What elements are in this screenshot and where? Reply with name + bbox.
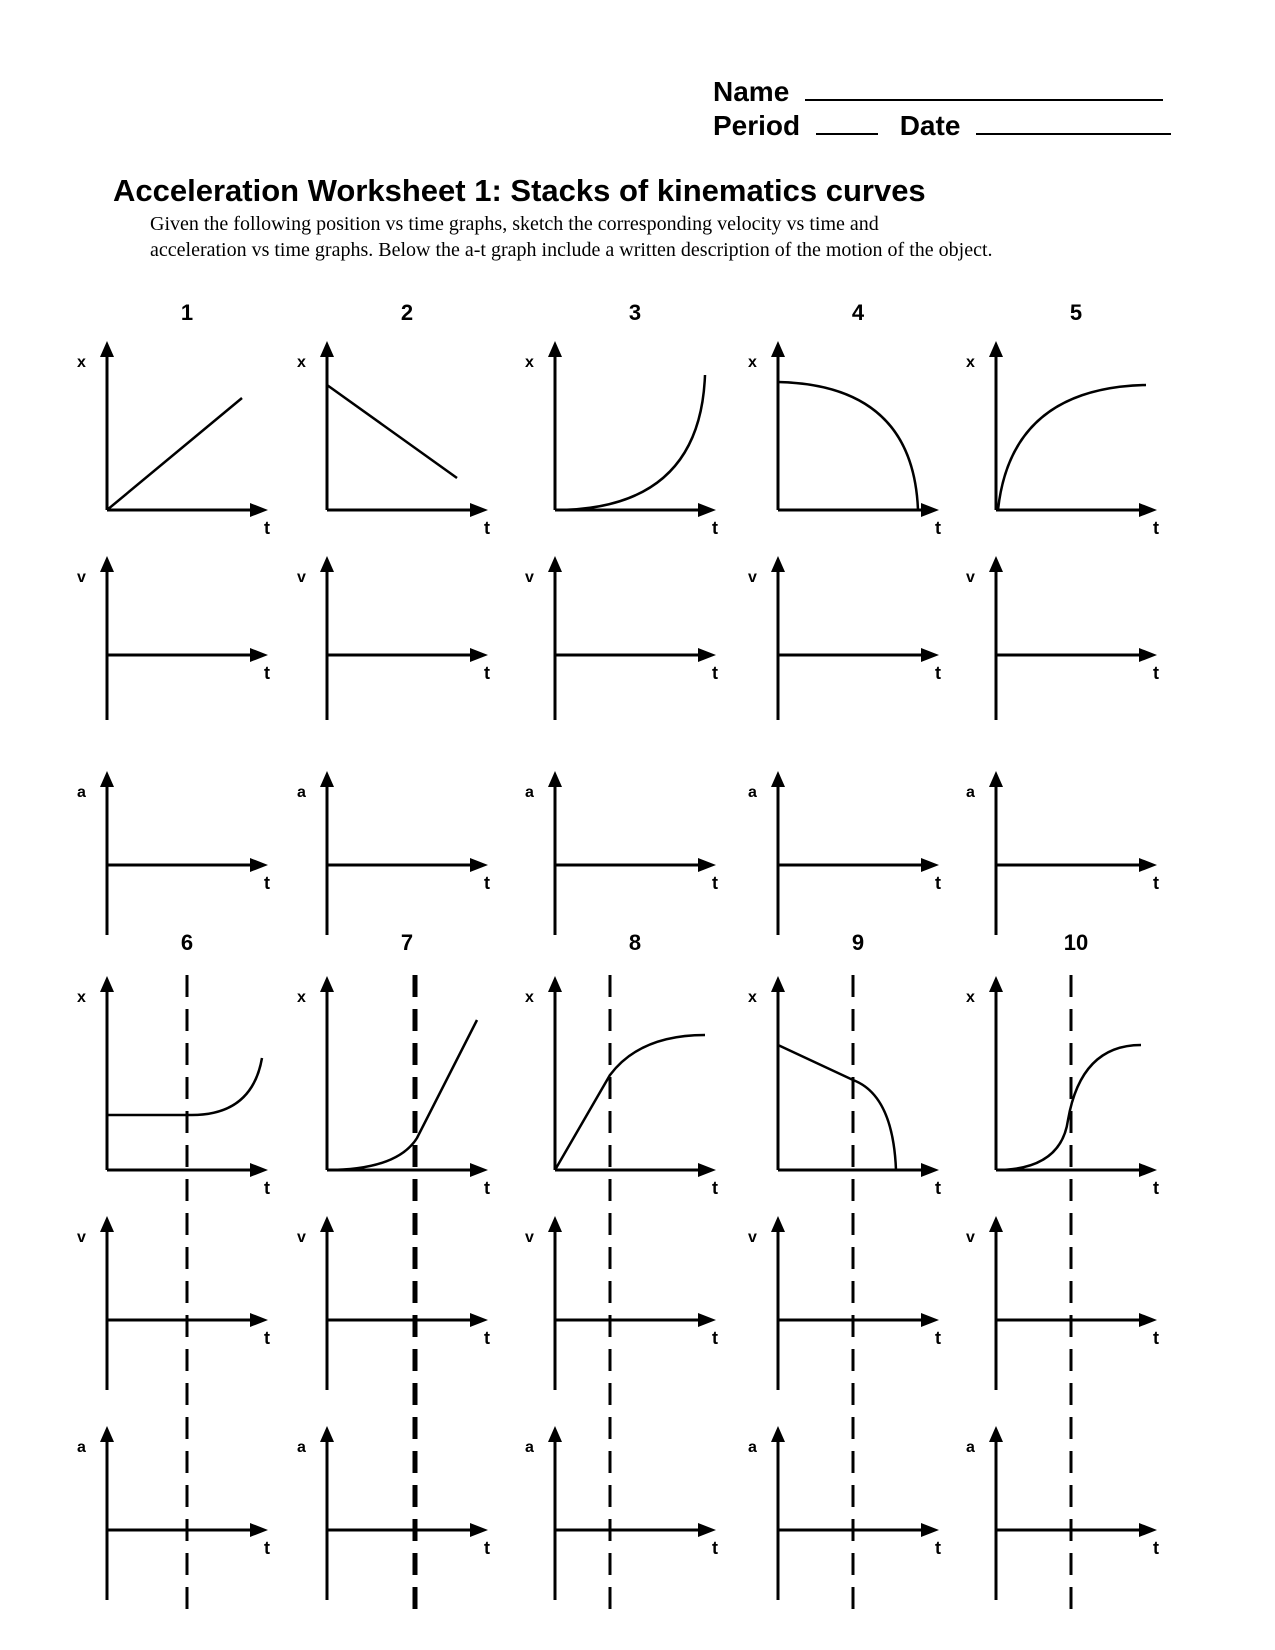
arrow-right-icon — [1139, 858, 1157, 872]
problem-3-number: 3 — [628, 300, 642, 325]
problem-2-group — [297, 300, 490, 935]
problem-5-group — [966, 300, 1159, 935]
problem-7-a-graph-t-label: t — [484, 1538, 490, 1558]
problem-7-number: 7 — [400, 930, 414, 955]
problem-7-a-graph — [297, 1426, 490, 1600]
problem-6-v-graph-axis-label: v — [77, 1229, 86, 1246]
period-label: Period — [713, 110, 801, 141]
arrow-up-icon — [320, 976, 334, 992]
problem-4-number: 4 — [851, 300, 865, 325]
problem-8-v-graph — [525, 1216, 718, 1390]
arrow-right-icon — [250, 1163, 268, 1177]
problem-8-group — [525, 930, 718, 1610]
arrow-up-icon — [548, 976, 562, 992]
problem-9-v-graph-t-label: t — [935, 1328, 941, 1348]
problem-6-x-graph — [77, 976, 270, 1198]
arrow-up-icon — [989, 556, 1003, 572]
arrow-up-icon — [100, 341, 114, 357]
arrow-right-icon — [698, 1523, 716, 1537]
problem-2-position-curve — [327, 385, 457, 478]
arrow-up-icon — [100, 771, 114, 787]
problem-4-x-graph — [748, 341, 941, 538]
instructions-line-2: acceleration vs time graphs. Below the a-t graph include a written description of the motion of the object. — [150, 239, 993, 261]
problem-5-a-graph-t-label: t — [1153, 873, 1159, 893]
arrow-right-icon — [698, 503, 716, 517]
problem-9-group — [748, 930, 941, 1610]
arrow-right-icon — [250, 1313, 268, 1327]
problem-9-number: 9 — [851, 930, 865, 955]
problem-6-number: 6 — [180, 930, 194, 955]
problem-1-a-graph-axis-label: a — [77, 784, 86, 801]
problem-10-x-graph — [966, 976, 1159, 1198]
arrow-up-icon — [989, 976, 1003, 992]
problem-8-a-graph — [525, 1426, 718, 1600]
problem-4-group — [748, 300, 941, 935]
arrow-right-icon — [470, 503, 488, 517]
arrow-up-icon — [771, 556, 785, 572]
problem-1-v-graph-axis-label: v — [77, 569, 86, 586]
arrow-up-icon — [771, 976, 785, 992]
arrow-right-icon — [698, 1163, 716, 1177]
problem-5-number: 5 — [1069, 300, 1083, 325]
problem-1-x-graph — [77, 341, 270, 538]
arrow-up-icon — [989, 341, 1003, 357]
problem-6-a-graph — [77, 1426, 270, 1600]
problem-5-v-graph-t-label: t — [1153, 663, 1159, 683]
problem-8-x-graph — [525, 976, 718, 1198]
problem-7-v-graph — [297, 1216, 490, 1390]
arrow-up-icon — [771, 341, 785, 357]
problem-3-a-graph-axis-label: a — [525, 784, 534, 801]
arrow-right-icon — [250, 1523, 268, 1537]
problem-7-x-graph-t-label: t — [484, 1178, 490, 1198]
problem-7-position-curve — [327, 1020, 477, 1170]
problem-5-v-graph — [966, 556, 1159, 720]
arrow-right-icon — [250, 503, 268, 517]
problem-8-a-graph-axis-label: a — [525, 1439, 534, 1456]
problem-9-position-curve — [778, 1045, 896, 1170]
problem-3-position-curve — [555, 375, 705, 510]
problem-2-x-graph — [297, 341, 490, 538]
problem-2-a-graph-axis-label: a — [297, 784, 306, 801]
problem-1-group — [77, 300, 270, 935]
problem-8-x-graph-axis-label: x — [525, 989, 534, 1006]
problem-6-a-graph-t-label: t — [264, 1538, 270, 1558]
date-label: Date — [899, 110, 961, 141]
problem-2-v-graph-axis-label: v — [297, 569, 306, 586]
problem-3-a-graph-t-label: t — [712, 873, 718, 893]
problem-10-position-curve — [996, 1045, 1141, 1170]
arrow-right-icon — [250, 648, 268, 662]
arrow-right-icon — [470, 1313, 488, 1327]
instructions-line-1: Given the following position vs time graphs, sketch the corresponding velocity vs time and — [150, 213, 879, 235]
problem-1-position-curve — [107, 398, 242, 510]
problem-6-group — [77, 930, 270, 1610]
problem-7-a-graph-axis-label: a — [297, 1439, 306, 1456]
problem-5-x-graph-t-label: t — [1153, 518, 1159, 538]
problem-3-v-graph-t-label: t — [712, 663, 718, 683]
problem-2-v-graph-t-label: t — [484, 663, 490, 683]
arrow-right-icon — [470, 1163, 488, 1177]
arrow-up-icon — [989, 771, 1003, 787]
problem-10-a-graph-t-label: t — [1153, 1538, 1159, 1558]
arrow-right-icon — [921, 1313, 939, 1327]
problem-9-v-graph-axis-label: v — [748, 1229, 757, 1246]
problem-2-a-graph — [297, 771, 490, 935]
problem-9-a-graph-t-label: t — [935, 1538, 941, 1558]
arrow-right-icon — [698, 1313, 716, 1327]
problem-4-a-graph-t-label: t — [935, 873, 941, 893]
problem-4-v-graph — [748, 556, 941, 720]
problem-5-x-graph — [966, 341, 1159, 538]
problem-2-v-graph — [297, 556, 490, 720]
problem-9-x-graph-t-label: t — [935, 1178, 941, 1198]
problem-10-group — [966, 930, 1159, 1610]
arrow-up-icon — [989, 1426, 1003, 1442]
problem-9-x-graph — [748, 976, 941, 1198]
problem-4-x-graph-axis-label: x — [748, 354, 757, 371]
problem-8-a-graph-t-label: t — [712, 1538, 718, 1558]
problem-10-v-graph — [966, 1216, 1159, 1390]
problem-4-v-graph-t-label: t — [935, 663, 941, 683]
problem-6-position-curve — [107, 1058, 262, 1115]
problem-8-x-graph-t-label: t — [712, 1178, 718, 1198]
problem-8-v-graph-t-label: t — [712, 1328, 718, 1348]
problem-1-v-graph — [77, 556, 270, 720]
arrow-up-icon — [548, 556, 562, 572]
problem-4-x-graph-t-label: t — [935, 518, 941, 538]
problem-8-position-curve — [555, 1035, 705, 1170]
problem-10-a-graph-axis-label: a — [966, 1439, 975, 1456]
problem-1-v-graph-t-label: t — [264, 663, 270, 683]
problem-10-v-graph-axis-label: v — [966, 1229, 975, 1246]
problem-3-x-graph-t-label: t — [712, 518, 718, 538]
problem-1-a-graph-t-label: t — [264, 873, 270, 893]
problem-9-a-graph — [748, 1426, 941, 1600]
problem-8-number: 8 — [628, 930, 642, 955]
problem-3-group — [525, 300, 718, 935]
problem-6-v-graph — [77, 1216, 270, 1390]
arrow-right-icon — [1139, 1313, 1157, 1327]
problem-6-x-graph-t-label: t — [264, 1178, 270, 1198]
arrow-up-icon — [771, 1216, 785, 1232]
problem-3-v-graph-axis-label: v — [525, 569, 534, 586]
problem-6-x-graph-axis-label: x — [77, 989, 86, 1006]
problem-8-v-graph-axis-label: v — [525, 1229, 534, 1246]
problem-7-x-graph-axis-label: x — [297, 989, 306, 1006]
arrow-right-icon — [470, 1523, 488, 1537]
problem-9-v-graph — [748, 1216, 941, 1390]
arrow-up-icon — [320, 556, 334, 572]
problem-3-v-graph — [525, 556, 718, 720]
arrow-up-icon — [989, 1216, 1003, 1232]
problem-3-a-graph — [525, 771, 718, 935]
problem-5-x-graph-axis-label: x — [966, 354, 975, 371]
problem-4-v-graph-axis-label: v — [748, 569, 757, 586]
problem-4-a-graph-axis-label: a — [748, 784, 757, 801]
arrow-right-icon — [470, 648, 488, 662]
arrow-right-icon — [921, 858, 939, 872]
problem-3-x-graph-axis-label: x — [525, 354, 534, 371]
arrow-up-icon — [320, 1216, 334, 1232]
problem-3-x-graph — [525, 341, 718, 538]
problem-7-v-graph-axis-label: v — [297, 1229, 306, 1246]
problem-10-a-graph — [966, 1426, 1159, 1600]
problem-4-position-curve — [778, 382, 918, 510]
problem-5-v-graph-axis-label: v — [966, 569, 975, 586]
arrow-up-icon — [548, 341, 562, 357]
arrow-up-icon — [320, 771, 334, 787]
arrow-right-icon — [1139, 648, 1157, 662]
problem-9-x-graph-axis-label: x — [748, 989, 757, 1006]
arrow-right-icon — [470, 858, 488, 872]
problem-5-position-curve — [998, 385, 1146, 510]
arrow-up-icon — [548, 771, 562, 787]
problem-1-x-graph-axis-label: x — [77, 354, 86, 371]
problem-10-number: 10 — [1063, 930, 1089, 955]
problem-1-x-graph-t-label: t — [264, 518, 270, 538]
arrow-right-icon — [921, 648, 939, 662]
arrow-up-icon — [771, 771, 785, 787]
arrow-right-icon — [1139, 1163, 1157, 1177]
arrow-right-icon — [1139, 503, 1157, 517]
problem-6-v-graph-t-label: t — [264, 1328, 270, 1348]
problem-1-number: 1 — [180, 300, 194, 325]
problem-7-group — [297, 930, 490, 1610]
arrow-right-icon — [698, 648, 716, 662]
arrow-up-icon — [100, 976, 114, 992]
problem-6-a-graph-axis-label: a — [77, 1439, 86, 1456]
problem-5-a-graph — [966, 771, 1159, 935]
problem-4-a-graph — [748, 771, 941, 935]
arrow-right-icon — [698, 858, 716, 872]
arrow-right-icon — [1139, 1523, 1157, 1537]
arrow-up-icon — [100, 1216, 114, 1232]
name-label: Name — [713, 76, 790, 107]
problem-2-x-graph-t-label: t — [484, 518, 490, 538]
arrow-up-icon — [320, 1426, 334, 1442]
arrow-up-icon — [548, 1216, 562, 1232]
problem-5-a-graph-axis-label: a — [966, 784, 975, 801]
problem-7-v-graph-t-label: t — [484, 1328, 490, 1348]
arrow-up-icon — [548, 1426, 562, 1442]
problem-7-x-graph — [297, 976, 490, 1198]
arrow-up-icon — [100, 1426, 114, 1442]
arrow-right-icon — [921, 1523, 939, 1537]
problem-1-a-graph — [77, 771, 270, 935]
problem-2-a-graph-t-label: t — [484, 873, 490, 893]
arrow-up-icon — [320, 341, 334, 357]
arrow-up-icon — [100, 556, 114, 572]
arrow-right-icon — [921, 1163, 939, 1177]
arrow-right-icon — [921, 503, 939, 517]
problem-10-x-graph-axis-label: x — [966, 989, 975, 1006]
worksheet-title: Acceleration Worksheet 1: Stacks of kinematics curves — [113, 173, 926, 208]
arrow-right-icon — [250, 858, 268, 872]
problem-2-number: 2 — [400, 300, 414, 325]
problem-10-v-graph-t-label: t — [1153, 1328, 1159, 1348]
problem-10-x-graph-t-label: t — [1153, 1178, 1159, 1198]
arrow-up-icon — [771, 1426, 785, 1442]
problem-9-a-graph-axis-label: a — [748, 1439, 757, 1456]
problem-2-x-graph-axis-label: x — [297, 354, 306, 371]
